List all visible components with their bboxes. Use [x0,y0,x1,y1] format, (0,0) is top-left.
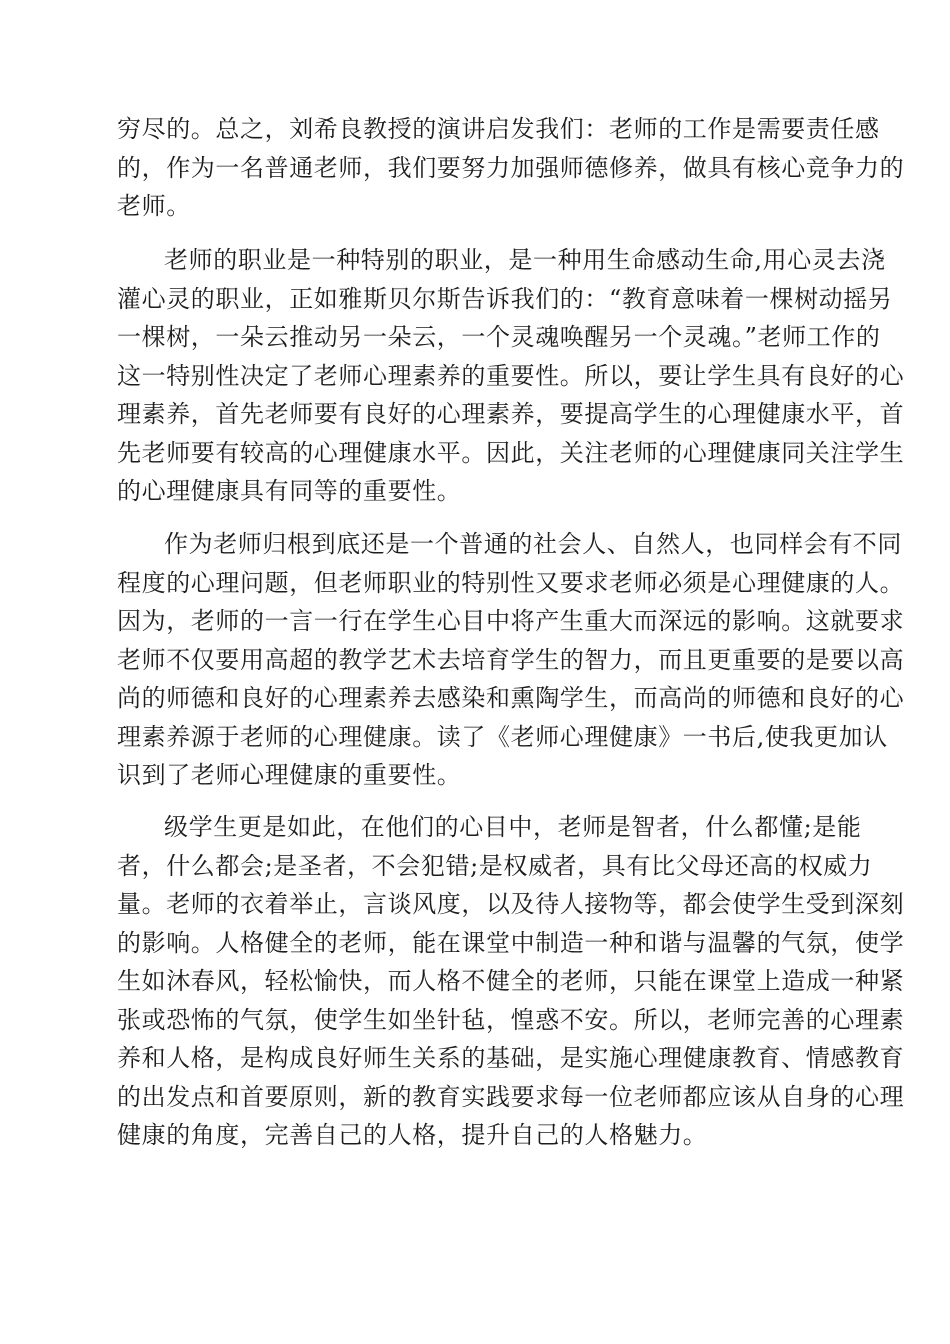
paragraph-line: 程度的心理问题，但老师职业的特别性又要求老师必须是心理健康的人。 [117,568,905,597]
paragraph-line: 穷尽的。总之，刘希良教授的演讲启发我们：老师的工作是需要责任感 [117,115,880,143]
paragraph-line: 尚的师德和良好的心理素养去感染和熏陶学生，而高尚的师德和良好的心 [117,684,905,712]
paragraph-4 [117,808,905,1155]
paragraph-line: 的心理健康具有同等的重要性。 [117,477,462,505]
paragraph-line: 老师。 [117,192,191,220]
paragraph-line: 生如沐春风，轻松愉快，而人格不健全的老师，只能在课堂上造成一种紧 [117,967,905,995]
paragraph-line: 作为老师归根到底还是一个普通的社会人、自然人，也同样会有不同 [164,530,902,558]
paragraph-line: 老师不仅要用高超的教学艺术去培育学生的智力，而且更重要的是要以高 [117,645,905,674]
paragraph-line: 先老师要有较高的心理健康水平。因此，关注老师的心理健康同关注学生 [117,438,905,467]
paragraph-line: 养和人格，是构成良好师生关系的基础，是实施心理健康教育、情感教育 [117,1044,905,1072]
paragraph-line: 灌心灵的职业，正如雅斯贝尔斯告诉我们的：“教育意味着一棵树动摇另 [117,284,893,313]
paragraph-line: 级学生更是如此，在他们的心目中，老师是智者，什么都懂;是能 [164,813,862,841]
paragraph-line: 者，什么都会;是圣者，不会犯错;是权威者，具有比父母还高的权威力 [117,851,873,880]
paragraph-line: 因为，老师的一言一行在学生心目中将产生重大而深远的影响。这就要求 [117,607,905,635]
paragraph-line: 理素养，首先老师要有良好的心理素养，要提高学生的心理健康水平，首 [117,400,905,428]
paragraph-line: 量。老师的衣着举止，言谈风度，以及待人接物等，都会使学生受到深刻 [117,890,905,918]
paragraph-line: 健康的角度，完善自己的人格，提升自己的人格魅力。 [117,1121,708,1149]
paragraph-line: 老师的职业是一种特别的职业，是一种用生命感动生命,用心灵去浇 [164,246,886,274]
paragraph-line: 识到了老师心理健康的重要性。 [117,761,462,789]
paragraph-line: 理素养源于老师的心理健康。读了《老师心理健康》一书后,使我更加认 [117,722,888,751]
paragraph-2 [117,241,905,511]
paragraph-line: 的，作为一名普通老师，我们要努力加强师德修养，做具有核心竞争力的 [117,153,905,182]
paragraph-line: 的出发点和首要原则，新的教育实践要求每一位老师都应该从自身的心理 [117,1082,905,1111]
paragraph-3 [117,525,905,795]
paragraph-1 [117,110,905,226]
paragraph-line: 的影响。人格健全的老师，能在课堂中制造一种和谐与温馨的气氛，使学 [117,928,905,957]
paragraph-line: 张或恐怖的气氛，使学生如坐针毡，惶惑不安。所以，老师完善的心理素 [117,1005,905,1034]
paragraph-line: 一棵树，一朵云推动另一朵云，一个灵魂唤醒另一个灵魂。”老师工作的 [117,323,881,351]
paragraph-line: 这一特别性决定了老师心理素养的重要性。所以，要让学生具有良好的心 [117,361,905,390]
